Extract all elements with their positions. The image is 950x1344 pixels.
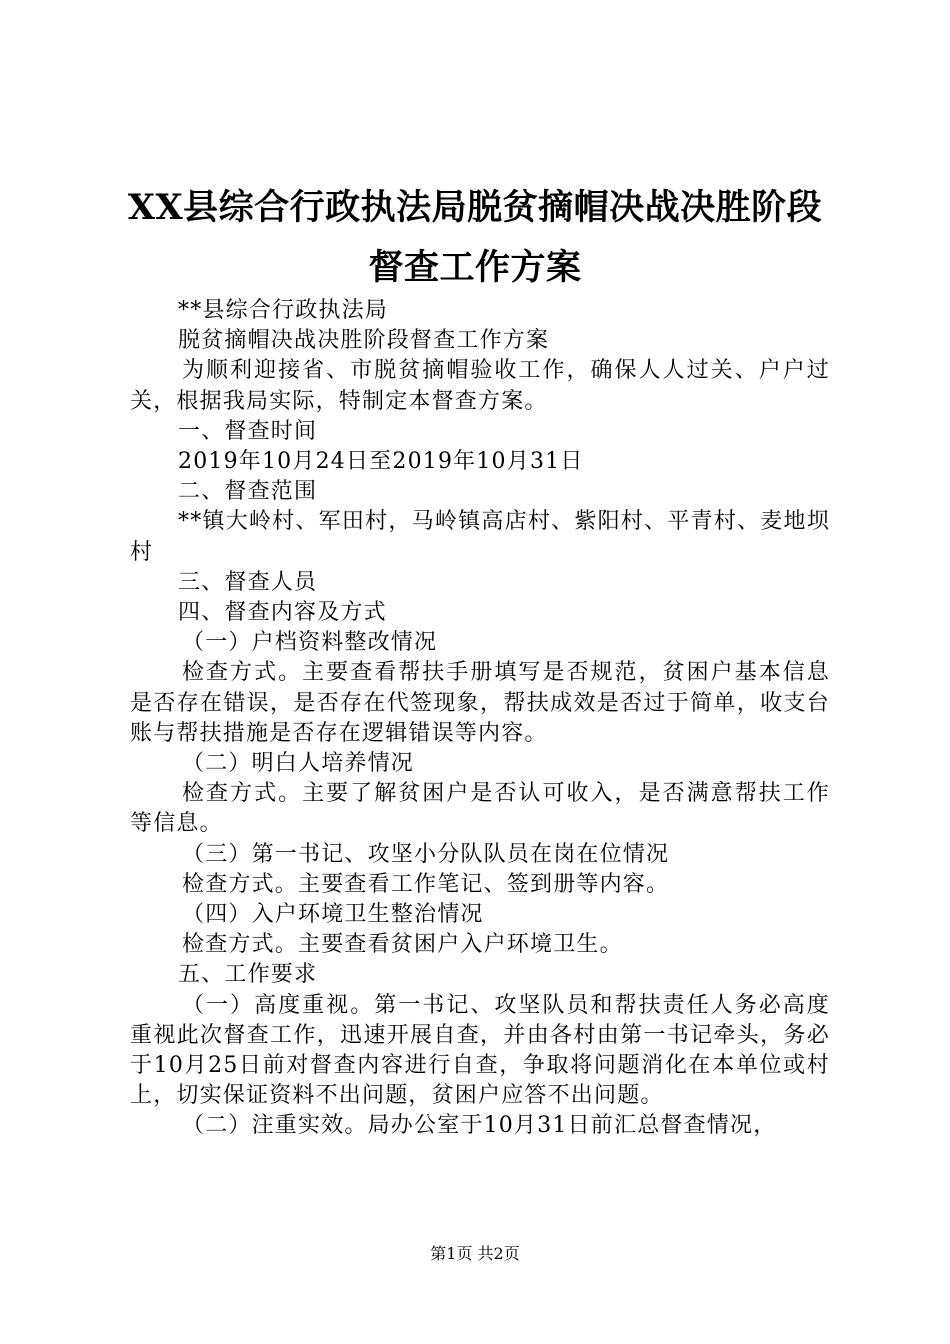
- paragraph-time: 2019年10月24日至2019年10月31日: [178, 449, 584, 475]
- section-heading-requirements: 五、工作要求: [178, 962, 318, 988]
- section-heading-content: 四、督查内容及方式: [178, 600, 387, 626]
- document-title-line-2: 督查工作方案: [368, 247, 582, 288]
- page-footer: 第1页 共2页: [430, 1244, 520, 1263]
- document-title-line-1: XX县综合行政执法局脱贫摘帽决战决胜阶段: [127, 187, 823, 228]
- paragraph-method-4: 检查方式。主要查看贫困户入户环境卫生。: [182, 932, 623, 958]
- section-heading-time: 一、督查时间: [178, 418, 318, 444]
- paragraph-requirement-1: （一）高度重视。第一书记、攻坚队员和帮扶责任人务必高度重视此次督查工作，迅速开展自查，并由各村由第一书记牵头，务必于10月25日前对督查内容进行自查，争取将问题消化在本单位或村上，切实保证资料不出问题，贫困户应答不出问题。: [130, 992, 830, 1109]
- subsection-heading-1: （一）户档资料整改情况: [182, 630, 438, 656]
- document-body: [130, 296, 830, 1142]
- paragraph-method-3: 检查方式。主要查看工作笔记、签到册等内容。: [182, 871, 670, 897]
- subsection-heading-4: （四）入户环境卫生整治情况: [182, 902, 484, 928]
- paragraph-intro: 为顺利迎接省、市脱贫摘帽验收工作，确保人人过关、户户过关，根据我局实际，特制定本督查方案。: [130, 358, 830, 414]
- paragraph-method-2: 检查方式。主要了解贫困户是否认可收入，是否满意帮扶工作等信息。: [130, 781, 830, 837]
- section-heading-personnel: 三、督查人员: [178, 569, 318, 595]
- subsection-heading-2: （二）明白人培养情况: [182, 751, 415, 777]
- paragraph-scope: **镇大岭村、军田村，马岭镇高店村、紫阳村、平青村、麦地坝村: [130, 509, 830, 565]
- paragraph-method-1: 检查方式。主要查看帮扶手册填写是否规范，贫困户基本信息是否存在错误，是否存在代签现象，帮扶成效是否过于简单，收支台账与帮扶措施是否存在逻辑错误等内容。: [130, 660, 830, 746]
- section-heading-scope: 二、督查范围: [178, 479, 318, 505]
- paragraph-subtitle: 脱贫摘帽决战决胜阶段督查工作方案: [178, 328, 550, 354]
- paragraph-issuer: **县综合行政执法局: [178, 298, 389, 323]
- subsection-heading-3: （三）第一书记、攻坚小分队队员在岗在位情况: [182, 841, 670, 867]
- paragraph-requirement-2: （二）注重实效。局办公室于10月31日前汇总督查情况，: [182, 1113, 777, 1139]
